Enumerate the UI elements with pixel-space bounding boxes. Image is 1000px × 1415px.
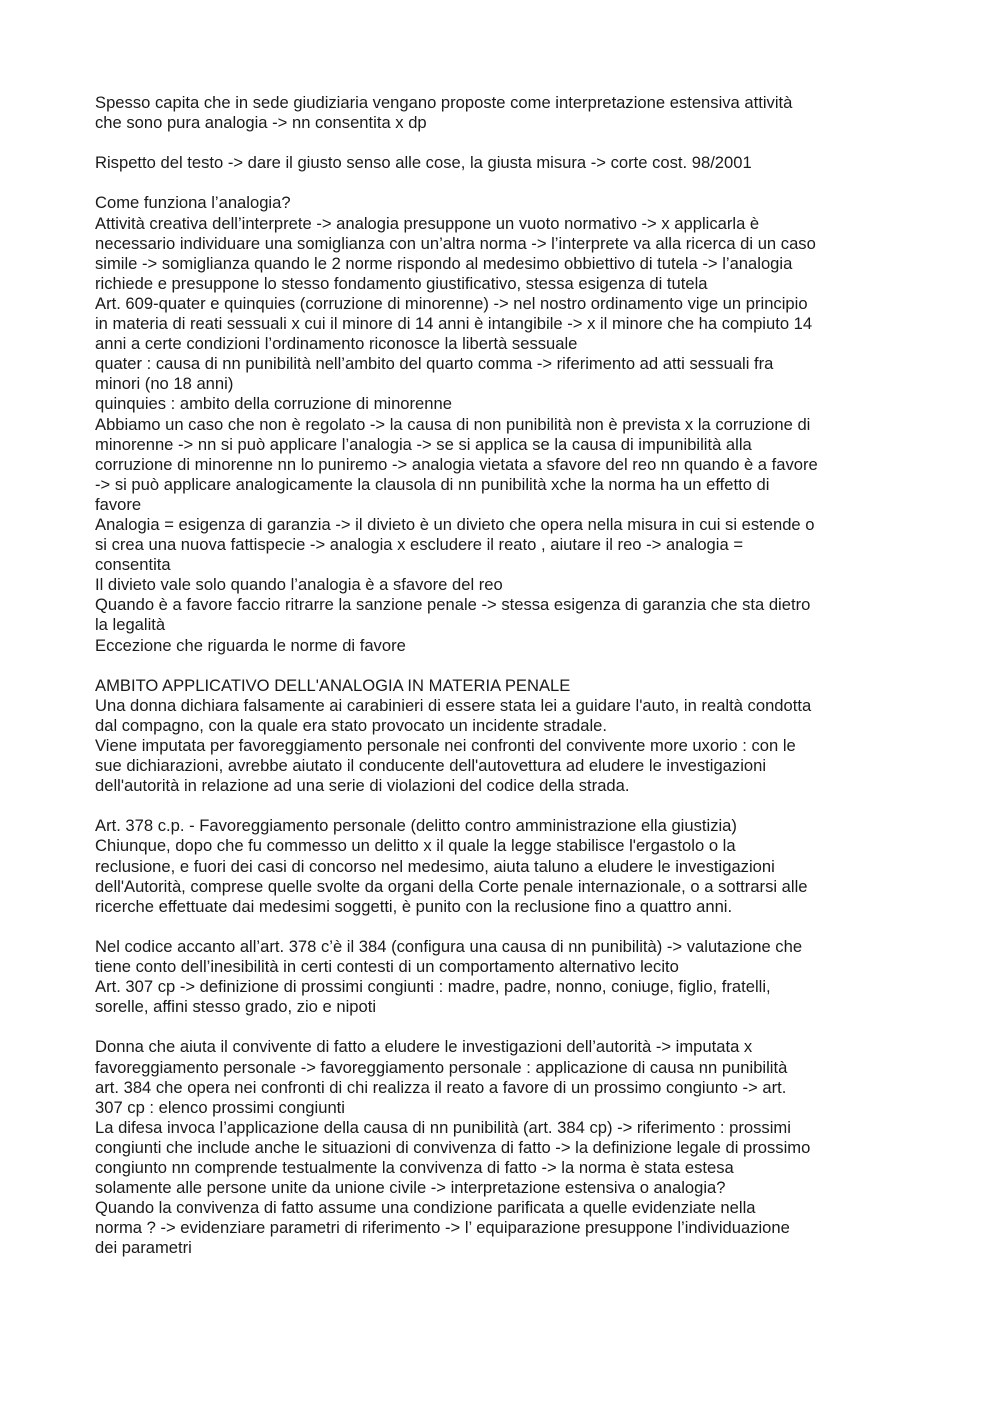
paragraph-gap [95,133,915,153]
text-line: AMBITO APPLICATIVO DELL'ANALOGIA IN MATERIA PENALE [95,675,571,695]
text-line: Viene imputata per favoreggiamento personale nei confronti del convivente more uxorio : con le [95,736,796,755]
text-line: Come funziona l’analogia? [95,193,291,213]
text-line: necessario individuare una somiglianza con un’altra norma -> l’interprete va alla ricerca di un caso [95,233,816,253]
paragraph [95,676,915,797]
text-line: corruzione di minorenne nn lo puniremo -> analogia vietata a sfavore del reo nn quando è a favore [95,454,818,474]
paragraph [95,816,915,916]
text-line: anni a certe condizioni l’ordinamento riconosce la libertà sessuale [95,334,578,354]
text-line: Art. 378 c.p. - Favoreggiamento personale (delitto contro amministrazione ella giustizia) [95,816,737,836]
text-line: Quando è a favore faccio ritrarre la sanzione penale -> stessa esigenza di garanzia che sta dietro [95,595,811,615]
text-line: Attività creativa dell’interprete -> analogia presuppone un vuoto normativo -> x applicarla è [95,213,760,233]
paragraph-gap [95,173,915,193]
text-line: che sono pura analogia -> nn consentita x dp [95,113,427,133]
paragraph-gap [95,917,915,937]
text-line: Art. 307 cp -> definizione di prossimi congiunti : madre, padre, nonno, coniuge, figlio, fratelli, [95,977,771,997]
paragraph-gap [95,796,915,816]
text-line: ricerche effettuate dai medesimi soggetti, è punito con la reclusione fino a quattro anni. [95,896,733,916]
paragraph-gap [95,656,915,676]
text-line: Analogia = esigenza di garanzia -> il divieto è un divieto che opera nella misura in cui si estende o [95,514,815,534]
text-line: congiunti che include anche le situazioni di convivenza di fatto -> la definizione legale di prossimo [95,1137,811,1157]
paragraph [95,1037,915,1258]
text-line: si crea una nuova fattispecie -> analogia x escludere il reato , aiutare il reo -> analogia = [95,535,744,555]
text-line: Rispetto del testo -> dare il giusto senso alle cose, la giusta misura -> corte cost. 98/2001 [95,153,752,173]
text-line: tiene conto dell’inesibilità in certi contesti di un comportamento alternativo lecito [95,957,679,977]
text-line: Chiunque, dopo che fu commesso un delitto x il quale la legge stabilisce l'ergastolo o la [95,836,736,856]
text-line: minorenne -> nn si può applicare l’analogia -> se si applica se la causa di impunibilità alla [95,434,752,454]
text-line: favore [95,494,142,514]
text-line: Donna che aiuta il convivente di fatto a eludere le investigazioni dell’autorità -> imputata x [95,1037,753,1057]
text-line: La difesa invoca l’applicazione della causa di nn punibilità (art. 384 cp) -> riferimento : prossimi [95,1117,791,1137]
text-line: -> si può applicare analogicamente la clausola di nn punibilità xche la norma ha un effetto di [95,474,770,494]
paragraph [95,937,915,1017]
text-line: dei parametri [95,1238,192,1258]
text-line: sue dichiarazioni, avrebbe aiutato il conducente dell'autovettura ad eludere le investigazioni [95,756,767,776]
text-line: Quando la convivenza di fatto assume una condizione parificata a quelle evidenziate nella [95,1198,756,1218]
text-line: richiede e presuppone lo stesso fondamento giustificativo, stessa esigenza di tutela [95,273,708,293]
paragraph-gap [95,1017,915,1037]
text-line: consentita [95,555,171,575]
text-line: reclusione, e fuori dei casi di concorso nel medesimo, aiuta taluno a eludere le investigazioni [95,856,775,876]
text-line: quinquies : ambito della corruzione di minorenne [95,394,452,414]
text-line: Spesso capita che in sede giudiziaria vengano proposte come interpretazione estensiva attività [95,93,793,112]
text-line: sorelle, affini stesso grado, zio e nipoti [95,997,377,1017]
text-line: quater : causa di nn punibilità nell’ambito del quarto comma -> riferimento ad atti sessuali fra [95,354,774,374]
text-line: solamente alle persone unite da unione civile -> interpretazione estensiva o analogia? [95,1178,726,1198]
text-line: art. 384 che opera nei confronti di chi realizza il reato a favore di un prossimo congiunto -> art. [95,1077,787,1097]
text-line: dell'Autorità, comprese quelle svolte da organi della Corte penale internazionale, o a sottrarsi alle [95,876,808,896]
text-line: 307 cp : elenco prossimi congiunti [95,1097,345,1117]
text-line: Art. 609-quater e quinquies (corruzione di minorenne) -> nel nostro ordinamento vige un principio [95,293,808,313]
text-line: congiunto nn comprende testualmente la convivenza di fatto -> la norma è stata estesa [95,1157,734,1177]
paragraph [95,153,915,173]
text-line: norma ? -> evidenziare parametri di riferimento -> l’ equiparazione presuppone l’individuazione [95,1218,790,1238]
paragraph [95,193,915,655]
text-line: Nel codice accanto all’art. 378 c’è il 384 (configura una causa di nn punibilità) -> valutazione che [95,936,803,956]
text-line: in materia di reati sessuali x cui il minore di 14 anni è intangibile -> x il minore che ha compiuto 14 [95,314,813,334]
text-line: dal compagno, con la quale era stato provocato un incidente stradale. [95,715,607,735]
text-line: minori (no 18 anni) [95,374,234,394]
text-line: dell'autorità in relazione ad una serie di violazioni del codice della strada. [95,776,630,796]
text-line: favoreggiamento personale -> favoreggiamento personale : applicazione di causa nn punibilità [95,1057,788,1077]
document-body [95,93,915,1258]
text-line: la legalità [95,615,166,635]
text-line: Abbiamo un caso che non è regolato -> la causa di non punibilità non è prevista x la corruzione di [95,414,811,434]
paragraph [95,93,915,133]
text-line: Eccezione che riguarda le norme di favore [95,635,406,655]
text-line: Una donna dichiara falsamente ai carabinieri di essere stata lei a guidare l'auto, in realtà condotta [95,695,812,715]
text-line: Il divieto vale solo quando l’analogia è a sfavore del reo [95,575,503,595]
text-line: simile -> somiglianza quando le 2 norme rispondo al medesimo obbiettivo di tutela -> l’analogia [95,253,793,273]
